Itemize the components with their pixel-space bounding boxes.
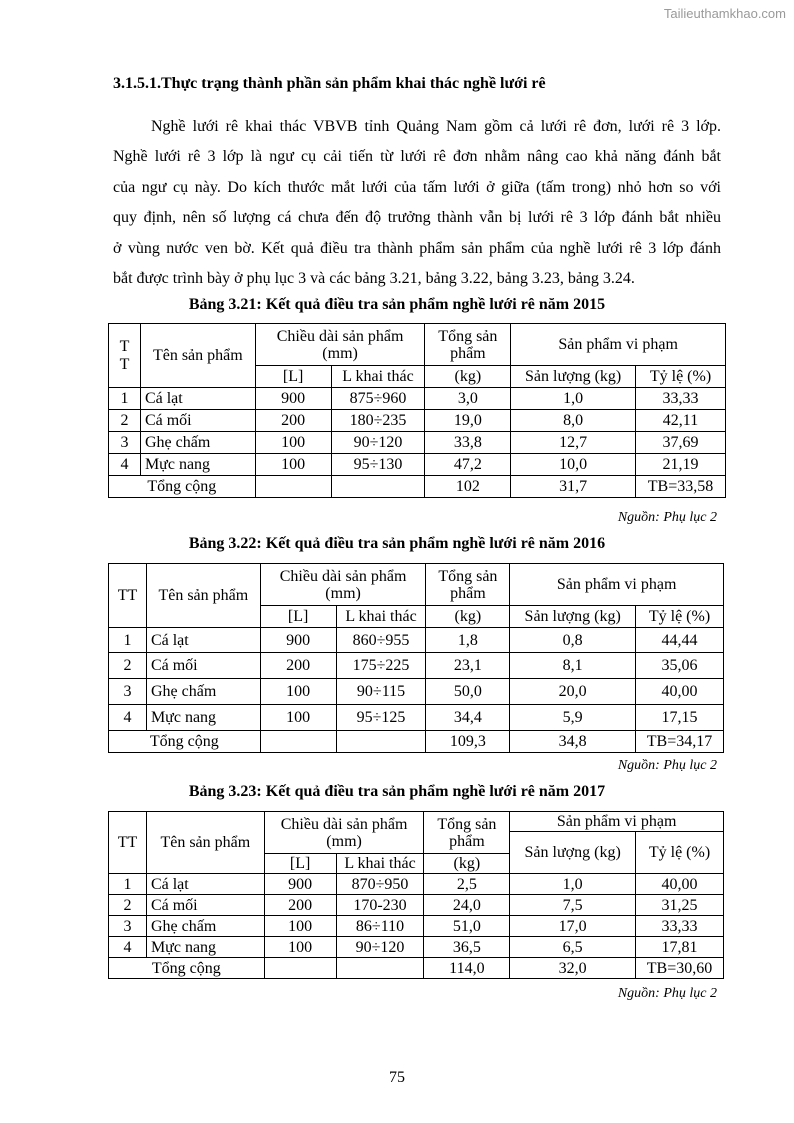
cell: 100 (255, 432, 331, 454)
cell (255, 476, 331, 498)
cell: Cá mối (146, 895, 264, 916)
cell: 170-230 (336, 895, 424, 916)
total-value: 34,8 (510, 731, 636, 753)
table-row (109, 653, 724, 679)
cell: 100 (260, 705, 336, 731)
total-label: Tổng cộng (109, 731, 261, 753)
cell: 6,5 (510, 937, 636, 958)
cell (331, 476, 425, 498)
cell (336, 731, 426, 753)
cell: Mực nang (140, 454, 255, 476)
table-source: Nguồn: Phụ lục 2 (617, 986, 717, 1001)
header-length-khai: L khai thác (336, 606, 426, 628)
cell: 1 (109, 874, 147, 895)
cell: 40,00 (636, 874, 724, 895)
cell: 1,0 (510, 874, 636, 895)
table-row (109, 410, 726, 432)
cell: 90÷120 (336, 937, 424, 958)
header-length: Chiều dài sản phẩm (mm) (260, 564, 426, 606)
cell: 10,0 (511, 454, 636, 476)
cell: 95÷130 (331, 454, 425, 476)
cell: Cá mối (140, 410, 255, 432)
table-row (109, 628, 724, 653)
cell: 50,0 (426, 679, 510, 705)
cell: 12,7 (511, 432, 636, 454)
header-total: Tổng sản phẩm (426, 564, 510, 606)
cell: 0,8 (510, 628, 636, 653)
watermark: Tailieuthamkhao.com (663, 6, 786, 21)
cell: 17,0 (510, 916, 636, 937)
cell: Ghẹ chấm (146, 916, 264, 937)
cell: 860÷955 (336, 628, 426, 653)
cell: 90÷120 (331, 432, 425, 454)
cell: 4 (109, 937, 147, 958)
total-value: 32,0 (510, 958, 636, 979)
header-violation-rate: Tỷ lệ (%) (636, 606, 724, 628)
paragraph-line: của ngư cụ này. Do kích thước mắt lưới của tấm lưới ở giữa (tấm trong) nhỏ hơn so với (113, 178, 721, 196)
header-length: Chiều dài sản phẩm (mm) (255, 324, 425, 366)
table-row (109, 916, 724, 937)
header-length-l: [L] (255, 366, 331, 388)
cell: 3,0 (425, 388, 511, 410)
total-value: 114,0 (424, 958, 510, 979)
header-length: Chiều dài sản phẩm (mm) (264, 812, 424, 854)
cell: 200 (260, 653, 336, 679)
cell: 33,33 (636, 916, 724, 937)
cell: 51,0 (424, 916, 510, 937)
total-value: TB=34,17 (636, 731, 724, 753)
total-label: Tổng cộng (109, 958, 265, 979)
cell: Ghẹ chấm (140, 432, 255, 454)
header-tt: TT (109, 812, 147, 874)
cell: 31,25 (636, 895, 724, 916)
cell: 37,69 (636, 432, 726, 454)
cell: 86÷110 (336, 916, 424, 937)
total-value: 109,3 (426, 731, 510, 753)
table-caption: Bảng 3.22: Kết quả điều tra sản phẩm nghề lưới rê năm 2016 (188, 535, 606, 552)
total-label: Tổng cộng (109, 476, 256, 498)
cell: 4 (109, 705, 147, 731)
cell: 23,1 (426, 653, 510, 679)
cell: 90÷115 (336, 679, 426, 705)
section-heading: 3.1.5.1.Thực trạng thành phần sản phẩm khai thác nghề lưới rê (113, 75, 546, 92)
cell: Ghẹ chấm (146, 679, 260, 705)
cell: Cá lạt (146, 874, 264, 895)
total-value: TB=33,58 (636, 476, 726, 498)
cell: 1,8 (426, 628, 510, 653)
cell: 2 (109, 653, 147, 679)
cell: 100 (264, 937, 336, 958)
body-paragraph (113, 112, 721, 294)
header-violation-yield: Sản lượng (kg) (510, 832, 636, 874)
cell: 19,0 (425, 410, 511, 432)
results-table-2015 (108, 323, 726, 498)
header-violation-yield: Sản lượng (kg) (510, 606, 636, 628)
cell: 8,0 (511, 410, 636, 432)
cell: 4 (109, 454, 141, 476)
cell: 180÷235 (331, 410, 425, 432)
cell: 8,1 (510, 653, 636, 679)
cell: 34,4 (426, 705, 510, 731)
paragraph-line: Nghề lưới rê 3 lớp là ngư cụ cải tiến từ lưới rê đơn nhằm nâng cao khả năng đánh bắt (113, 148, 721, 166)
header-violation: Sản phẩm vi phạm (511, 324, 726, 366)
cell: 2 (109, 895, 147, 916)
header-total-unit: (kg) (424, 854, 510, 874)
total-row (109, 731, 724, 753)
cell: 33,33 (636, 388, 726, 410)
cell: 100 (260, 679, 336, 705)
cell: 175÷225 (336, 653, 426, 679)
cell: 1,0 (511, 388, 636, 410)
cell: 17,81 (636, 937, 724, 958)
paragraph-line: bắt được trình bày ở phụ lục 3 và các bảng 3.21, bảng 3.22, bảng 3.23, bảng 3.24. (113, 270, 635, 288)
paragraph-line: Nghề lưới rê khai thác VBVB tỉnh Quảng Nam gồm cả lưới rê đơn, lưới rê 3 lớp. (151, 118, 721, 135)
cell: 2 (109, 410, 141, 432)
cell: 33,8 (425, 432, 511, 454)
total-row (109, 476, 726, 498)
header-total-unit: (kg) (426, 606, 510, 628)
table-row (109, 679, 724, 705)
table-caption: Bảng 3.21: Kết quả điều tra sản phẩm nghề lưới rê năm 2015 (188, 296, 606, 313)
header-product-name: Tên sản phẩm (146, 812, 264, 874)
cell: 3 (109, 679, 147, 705)
cell: Cá lạt (140, 388, 255, 410)
header-violation: Sản phẩm vi phạm (510, 812, 724, 832)
header-tt: TT (109, 564, 147, 628)
cell: 870÷950 (336, 874, 424, 895)
header-violation-rate: Tỷ lệ (%) (636, 832, 724, 874)
paragraph-line: ở vùng nước ven bờ. Kết quả điều tra thành phẩm sản phẩm của nghề lưới rê 3 lớp đánh (113, 239, 721, 257)
header-length-khai: L khai thác (336, 854, 424, 874)
cell: 200 (264, 895, 336, 916)
cell: Mực nang (146, 937, 264, 958)
header-total: Tổng sản phẩm (424, 812, 510, 854)
header-tt: T T (109, 324, 141, 388)
cell: 875÷960 (331, 388, 425, 410)
header-violation-rate: Tỷ lệ (%) (636, 366, 726, 388)
cell: 21,19 (636, 454, 726, 476)
cell: 900 (264, 874, 336, 895)
cell: 100 (264, 916, 336, 937)
table-source: Nguồn: Phụ lục 2 (617, 758, 717, 773)
cell (260, 731, 336, 753)
cell: Cá mối (146, 653, 260, 679)
table-row (109, 432, 726, 454)
table-row (109, 874, 724, 895)
header-product-name: Tên sản phẩm (146, 564, 260, 628)
cell: 100 (255, 454, 331, 476)
cell: 95÷125 (336, 705, 426, 731)
cell (336, 958, 424, 979)
results-table-2017 (108, 811, 724, 979)
cell: 1 (109, 388, 141, 410)
cell: 20,0 (510, 679, 636, 705)
header-length-khai: L khai thác (331, 366, 425, 388)
cell: 900 (260, 628, 336, 653)
cell: 17,15 (636, 705, 724, 731)
cell: 7,5 (510, 895, 636, 916)
header-total-unit: (kg) (425, 366, 511, 388)
cell (264, 958, 336, 979)
header-violation-yield: Sản lượng (kg) (511, 366, 636, 388)
cell: 5,9 (510, 705, 636, 731)
cell: 47,2 (425, 454, 511, 476)
cell: 40,00 (636, 679, 724, 705)
total-value: 31,7 (511, 476, 636, 498)
cell: 3 (109, 432, 141, 454)
cell: 1 (109, 628, 147, 653)
cell: Cá lạt (146, 628, 260, 653)
header-total: Tổng sản phẩm (425, 324, 511, 366)
header-violation: Sản phẩm vi phạm (510, 564, 724, 606)
header-product-name: Tên sản phẩm (140, 324, 255, 388)
page-number: 75 (389, 1069, 405, 1086)
cell: 44,44 (636, 628, 724, 653)
table-row (109, 705, 724, 731)
table-source: Nguồn: Phụ lục 2 (617, 510, 717, 525)
table-caption: Bảng 3.23: Kết quả điều tra sản phẩm nghề lưới rê năm 2017 (188, 783, 606, 800)
cell: 42,11 (636, 410, 726, 432)
total-value: 102 (425, 476, 511, 498)
cell: Mực nang (146, 705, 260, 731)
table-row (109, 895, 724, 916)
table-row (109, 388, 726, 410)
paragraph-line: quy định, nên số lượng cá chưa đến độ trưởng thành vẫn bị lưới rê 3 lớp đánh bắt nhiều (113, 209, 721, 227)
total-value: TB=30,60 (636, 958, 724, 979)
table-row (109, 937, 724, 958)
cell: 2,5 (424, 874, 510, 895)
table-row (109, 454, 726, 476)
cell: 3 (109, 916, 147, 937)
cell: 36,5 (424, 937, 510, 958)
cell: 24,0 (424, 895, 510, 916)
cell: 35,06 (636, 653, 724, 679)
header-length-l: [L] (260, 606, 336, 628)
cell: 900 (255, 388, 331, 410)
total-row (109, 958, 724, 979)
cell: 200 (255, 410, 331, 432)
results-table-2016 (108, 563, 724, 753)
header-length-l: [L] (264, 854, 336, 874)
